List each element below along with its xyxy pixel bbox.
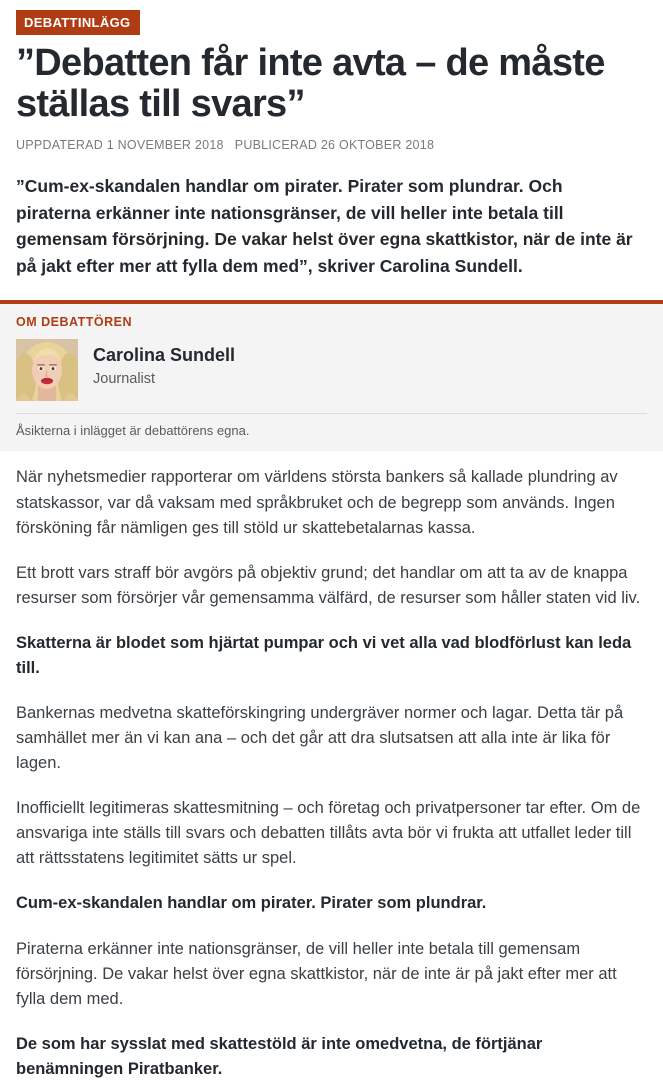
author-box-kicker: OM DEBATTÖREN: [16, 315, 132, 330]
category-badge[interactable]: DEBATTINLÄGG: [16, 10, 140, 35]
article-body: [0, 451, 663, 1081]
updated-date: UPPDATERAD 1 NOVEMBER 2018: [16, 138, 224, 153]
avatar: [16, 339, 78, 401]
date-line: [16, 138, 647, 152]
body-paragraph: Piraterna erkänner inte nationsgränser, de vill heller inte betala till gemensam försörjning. De vakar helst över egna skattkistor, när de inte är på jakt efter mer att fylla dem med.: [16, 939, 617, 1008]
body-paragraph: Cum-ex-skandalen handlar om pirater. Pirater som plundrar.: [16, 894, 487, 913]
author-box: [0, 300, 663, 451]
headline-wrapper: [0, 43, 663, 125]
published-date: PUBLICERAD 26 OKTOBER 2018: [234, 138, 435, 153]
author-disclaimer: Åsikterna i inlägget är debattörens egna.: [16, 423, 250, 439]
article-dates: [0, 138, 663, 152]
body-paragraph: När nyhetsmedier rapporterar om världens största bankers så kallade plundring av statskassor, var då vaksam med språkbruket och de begrepp som används. Ingen försköning får nämligen ges till stöld ur skattebetalarnas kassa.: [16, 468, 618, 537]
page-title: ”Debatten får inte avta – de måste ställas till svars”: [16, 42, 605, 126]
body-paragraph: Ett brott vars straff bör avgörs på objektiv grund; det handlar om att ta av de knappa resurser som försörjer vår gemensamma välfärd, de resurser som håller staten vid liv.: [16, 563, 641, 607]
lead-wrapper: [0, 173, 663, 279]
body-paragraph: Bankernas medvetna skatteförskingring undergräver normer och lagar. Detta tär på samhället mer än vi kan ana – och det går att dra slutsatsen att alla inte är lika för lagen.: [16, 703, 624, 773]
body-paragraph: Skatterna är blodet som hjärtat pumpar och vi vet alla vad blodförlust kan leda till.: [16, 633, 632, 677]
body-paragraph: De som har sysslat med skattestöld är inte omedvetna, de förtjänar benämningen Piratbanker.: [16, 1034, 543, 1078]
avatar-portrait-icon: [16, 339, 78, 401]
author-role: Journalist: [93, 370, 156, 387]
author-name[interactable]: Carolina Sundell: [93, 345, 236, 366]
author-row: [16, 339, 647, 413]
lead-paragraph: ”Cum-ex-skandalen handlar om pirater. Pirater som plundrar. Och piraterna erkänner inte nationsgränser, de vill heller inte betala till gemensam försörjning. De vakar helst över egna skattkistor, när de inte är på jakt efter mer att fylla dem med”, skriver Carolina Sundell.: [16, 176, 633, 276]
body-paragraph: Inofficiellt legitimeras skattesmitning – och företag och privatpersoner tar efter. Om de ansvariga inte ställs till svars och debatten tillåts avta bör vi frukta att utfallet leder till att rättsstatens legitimitet sätts ur spel.: [16, 799, 641, 868]
category-badge-row: [0, 0, 663, 35]
author-meta: [93, 339, 235, 389]
